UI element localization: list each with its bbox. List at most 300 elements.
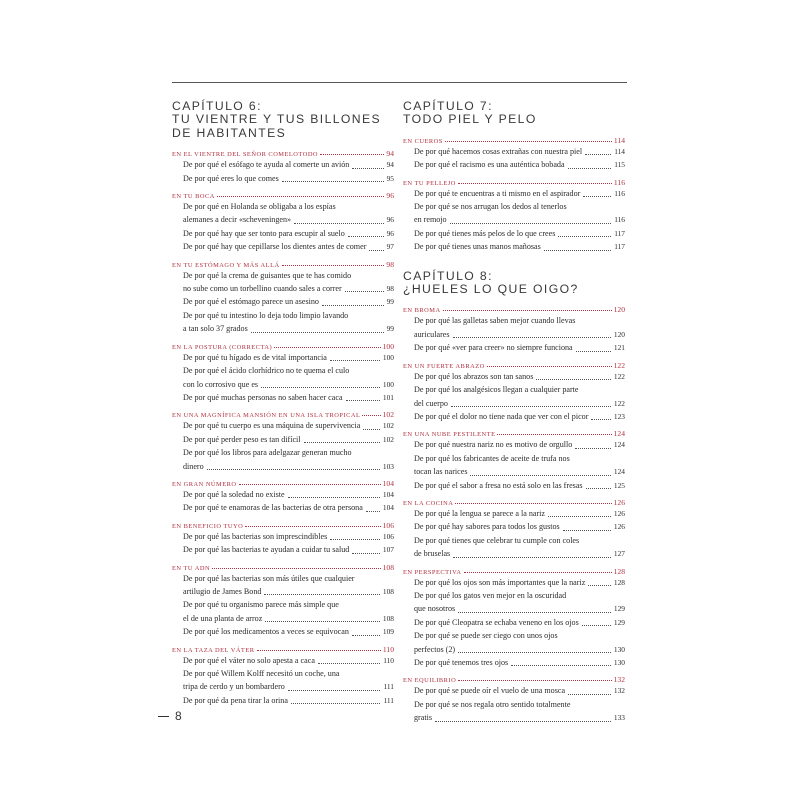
section-page-number: 126 (613, 497, 625, 507)
entry-last-line (414, 602, 625, 615)
section-page-number: 96 (386, 191, 394, 201)
entry-page-number: 99 (386, 297, 394, 307)
toc-entry (172, 501, 394, 514)
toc-entry (172, 419, 394, 432)
section-title: EN PERSPECTIVA (403, 568, 462, 576)
entry-last-line (183, 213, 394, 226)
toc-entry (403, 629, 625, 656)
entry-page-number: 108 (382, 613, 394, 623)
dot-leader (453, 337, 611, 338)
section-title: EN EQUILIBRIO (403, 677, 457, 685)
section-page-number: 114 (613, 135, 625, 145)
entry-text-line: De por qué tienes que celebrar tu cumple con coles (414, 535, 580, 545)
section-heading (172, 405, 394, 419)
entry-page-number: 96 (386, 228, 394, 238)
dot-leader (282, 181, 384, 182)
entry-last-line (183, 158, 394, 171)
section-title: EN TU PELLEJO (403, 179, 456, 187)
chapter-title-line: DE HABITANTES (172, 125, 287, 140)
entry-last-line (183, 227, 394, 240)
entry-last-line (414, 465, 625, 478)
entry-last-line (414, 507, 625, 520)
entry-text-line: De por qué Willem Kolff necesitó un coche, una (183, 669, 340, 678)
toc-entry (172, 488, 394, 501)
entry-last-line (183, 351, 394, 364)
entry-text-line: De por qué el racismo es una auténtica bobada (414, 160, 565, 170)
dot-leader (576, 351, 611, 352)
entry-last-line (414, 227, 625, 240)
toc-entry (403, 698, 625, 725)
chapter-title-line: CAPÍTULO 6: (172, 99, 262, 113)
toc-entry (403, 314, 625, 341)
dot-leader (352, 168, 383, 169)
toc-entry (403, 158, 625, 171)
toc-entry (403, 341, 625, 354)
entry-page-number: 129 (613, 604, 625, 614)
toc-entry (172, 530, 394, 543)
toc-entry (403, 479, 625, 492)
entry-page-number: 117 (614, 242, 625, 252)
section-title: EN UNA NUBE PESTILENTE (403, 431, 496, 439)
dot-leader (464, 572, 612, 573)
page-folio (158, 709, 182, 723)
entry-page-number: 126 (613, 508, 625, 518)
entry-page-number: 123 (613, 411, 625, 421)
entry-text-line: de bruselas (414, 549, 451, 559)
chapter-title-line: TU VIENTRE Y TUS BILLONES (172, 112, 382, 127)
entry-text-line: De por qué se puede oír el vuelo de una mosca (414, 686, 566, 696)
entry-last-line (183, 654, 394, 667)
section-page-number: 132 (613, 675, 625, 685)
dot-leader (582, 625, 611, 626)
entry-page-number: 126 (613, 522, 625, 532)
toc-entry (172, 295, 394, 308)
chapter-title-line: CAPÍTULO 7: (403, 99, 493, 113)
entry-last-line (414, 438, 625, 451)
dot-leader (458, 183, 612, 184)
entry-page-number: 128 (613, 577, 625, 587)
entry-text-line: De por qué tenemos tres ojos (414, 658, 509, 667)
section-title: EN UN FUERTE ABRAZO (403, 362, 485, 370)
entry-page-number: 130 (613, 644, 625, 654)
dot-leader (458, 652, 611, 653)
entry-last-line (414, 240, 625, 253)
entry-last-line (414, 158, 625, 171)
toc-entry (403, 200, 625, 227)
toc-entry (172, 227, 394, 240)
entry-text-line: De por qué el esófago te ayuda al comerte un avión (183, 160, 350, 170)
entry-page-number: 111 (383, 695, 394, 705)
entry-last-line (183, 680, 394, 693)
entry-text-line: De por qué la soledad no existe (183, 489, 285, 499)
dot-leader (583, 196, 611, 197)
section-page-number: 94 (386, 149, 394, 159)
section-page-number: 104 (382, 478, 394, 488)
entry-page-number: 122 (613, 371, 625, 381)
entry-last-line (183, 694, 394, 707)
entry-text-line: De por qué las galletas saben mejor cuando llevas (414, 316, 576, 326)
dot-leader (588, 585, 611, 586)
section-title: EN LA COCINA (403, 499, 454, 507)
toc-entry (403, 145, 625, 158)
entry-text-line: De por qué los libros para adelgazar generan mucho (183, 448, 352, 458)
page-number: 8 (175, 709, 182, 723)
entry-page-number: 127 (613, 549, 625, 559)
entry-page-number: 103 (382, 461, 394, 471)
entry-text-line: De por qué hacemos cosas extrañas con nuestra piel (414, 146, 583, 156)
toc-entry (403, 438, 625, 451)
entry-page-number: 121 (613, 343, 625, 353)
section-page-number: 106 (382, 520, 394, 530)
entry-text-line: De por qué tu intestino lo deja todo limpio lavando (183, 310, 349, 320)
entry-text-line: De por qué las bacterias son más útiles que cualquier (183, 573, 355, 583)
dot-leader (265, 621, 380, 622)
entry-page-number: 120 (613, 329, 625, 339)
dot-leader (245, 526, 380, 527)
entry-text-line: De por qué muchas personas no saben hacer caca (183, 392, 343, 402)
section-heading (172, 337, 394, 351)
entry-page-number: 129 (613, 617, 625, 627)
section-title: EN BENEFICIO TUYO (172, 522, 244, 530)
entry-last-line (414, 616, 625, 629)
dot-leader (264, 594, 379, 595)
section-page-number: 116 (613, 177, 625, 187)
section-title: EN TU BOCA (172, 193, 215, 201)
dot-leader (318, 663, 380, 664)
dot-leader (282, 265, 385, 266)
toc-entry (172, 364, 394, 391)
section-heading (403, 562, 625, 576)
dot-leader (217, 196, 385, 197)
entry-last-line (414, 684, 625, 697)
entry-text-line: De por qué la lengua se parece a la nariz (414, 508, 546, 518)
entry-page-number: 108 (382, 586, 394, 596)
entry-text-line: De por qué te enamoras de las bacterias de otra persona (183, 503, 363, 513)
section-title: EN LA POSTURA (CORRECTA) (172, 343, 273, 351)
entry-text-line: De por qué el sabor a fresa no está solo en las fresas (414, 480, 583, 490)
entry-text-line: De por qué en Holanda se obligaba a los espías (183, 202, 336, 212)
dot-leader (445, 141, 612, 142)
chapter-title (403, 270, 625, 297)
section-heading (403, 173, 625, 187)
entry-text-line: De por qué los abrazos son tan sanos (414, 371, 534, 381)
dot-leader (330, 539, 380, 540)
section-page-number: 98 (386, 259, 394, 269)
entry-page-number: 95 (386, 173, 394, 183)
dot-leader (346, 400, 380, 401)
toc-entry (172, 351, 394, 364)
entry-page-number: 114 (614, 146, 625, 156)
entry-text-line: dinero (183, 461, 204, 471)
entry-last-line (183, 419, 394, 432)
section-heading (403, 356, 625, 370)
entry-last-line (414, 213, 625, 226)
dot-leader (366, 511, 380, 512)
toc-entry (403, 507, 625, 520)
entry-text-line: De por qué las bacterias son imprescindibles (183, 531, 328, 541)
toc-entry (172, 543, 394, 556)
dot-leader (261, 387, 380, 388)
entry-page-number: 96 (386, 215, 394, 225)
entry-last-line (183, 295, 394, 308)
toc-entry (403, 616, 625, 629)
entry-page-number: 124 (613, 467, 625, 477)
toc-entry (403, 520, 625, 533)
section-page-number: 102 (382, 410, 394, 420)
toc-entry (172, 240, 394, 253)
section-heading (172, 144, 394, 158)
entry-text-line: De por qué los fabricantes de aceite de trufa nos (414, 453, 570, 463)
entry-last-line (183, 530, 394, 543)
dot-leader (212, 568, 380, 569)
entry-page-number: 109 (382, 627, 394, 637)
entry-text-line: alemanes a decir «scheveningen» (183, 215, 292, 225)
toc-entry (172, 625, 394, 638)
entry-text-line: De por qué tienes unas manos mañosas (414, 242, 541, 252)
entry-text-line: tocan las narices (414, 467, 468, 477)
entry-text-line: De por qué hay que ser tonto para escupir al suelo (183, 228, 345, 238)
toc-entry (403, 240, 625, 253)
entry-page-number: 130 (613, 658, 625, 667)
entry-last-line (183, 433, 394, 446)
dot-leader (348, 236, 384, 237)
entry-page-number: 102 (382, 421, 394, 431)
entry-last-line (414, 187, 625, 200)
dot-leader (575, 448, 611, 449)
section-heading (172, 516, 394, 530)
dot-leader (453, 557, 611, 558)
chapter-title-line: CAPÍTULO 8: (403, 268, 493, 283)
entry-last-line (414, 576, 625, 589)
chapter-title (172, 100, 394, 140)
dot-leader (345, 291, 384, 292)
section-heading (172, 558, 394, 572)
entry-text-line: De por qué «ver para creer» no siempre funciona (414, 343, 573, 353)
dot-leader (455, 503, 611, 504)
toc-entry (172, 598, 394, 625)
toc-entry (172, 667, 394, 694)
toc-entry (403, 656, 625, 669)
entry-last-line (414, 370, 625, 383)
section-heading (172, 255, 394, 269)
entry-text-line: De por qué los gatos ven mejor en la oscuridad (414, 590, 567, 600)
toc-column-right (403, 100, 625, 725)
entry-text-line: De por qué el estómago parece un asesino (183, 297, 319, 307)
entry-text-line: De por qué los ojos son más importantes que la nariz (414, 577, 586, 587)
section-heading (403, 493, 625, 507)
dot-leader (591, 419, 611, 420)
entry-text-line: De por qué hay que cepillarse los dientes antes de comer (183, 242, 367, 252)
entry-last-line (414, 479, 625, 492)
entry-page-number: 116 (614, 215, 625, 225)
dot-leader (458, 612, 611, 613)
toc-entry (403, 187, 625, 200)
entry-page-number: 110 (383, 655, 394, 665)
section-page-number: 108 (382, 562, 394, 572)
dot-leader (369, 250, 383, 251)
entry-last-line (414, 656, 625, 669)
toc-entry (403, 452, 625, 479)
toc-entry (172, 572, 394, 599)
section-title: EN GRAN NÚMERO (172, 480, 237, 488)
dot-leader (251, 332, 384, 333)
toc-entry (172, 269, 394, 296)
entry-text-line: perfectos (2) (414, 644, 456, 654)
dot-leader (362, 415, 380, 416)
chapter-title-line: TODO PIEL Y PELO (403, 112, 537, 127)
toc-entry (172, 309, 394, 336)
entry-text-line: De por qué Cleopatra se echaba veneno en los ojos (414, 617, 579, 627)
entry-text-line: De por qué perder peso es tan difícil (183, 434, 301, 444)
toc-entry (172, 694, 394, 707)
toc-entry (172, 172, 394, 185)
section-page-number: 122 (613, 360, 625, 370)
toc-entry (403, 576, 625, 589)
toc-entry (403, 410, 625, 423)
dot-leader (458, 680, 611, 681)
entry-page-number: 133 (613, 713, 625, 723)
chapter-6 (172, 100, 394, 707)
entry-last-line (414, 410, 625, 423)
entry-text-line: De por qué se puede ser ciego con unos ojos (414, 631, 558, 641)
entry-page-number: 115 (614, 160, 625, 170)
dot-leader (257, 650, 381, 651)
entry-last-line (183, 612, 394, 625)
toc-entry (172, 158, 394, 171)
top-rule (172, 82, 627, 83)
toc-entry (403, 227, 625, 240)
dot-leader (291, 703, 381, 704)
entry-last-line (183, 585, 394, 598)
entry-text-line: que nosotros (414, 604, 456, 614)
dot-leader (304, 442, 380, 443)
section-title: EN TU ADN (172, 564, 211, 572)
entry-text-line: De por qué el váter no solo apesta a caca (183, 655, 315, 665)
dot-leader (585, 154, 611, 155)
dot-leader (435, 721, 611, 722)
entry-page-number: 100 (382, 379, 394, 389)
entry-page-number: 124 (613, 440, 625, 450)
entry-text-line: el de una planta de arroz (183, 613, 263, 623)
section-title: EN EL VIENTRE DEL SEÑOR COMELOTODO (172, 151, 319, 159)
dot-leader (497, 434, 611, 435)
section-heading (172, 640, 394, 654)
chapter-8 (403, 270, 625, 725)
entry-text-line: De por qué hay sabores para todos los gustos (414, 522, 560, 532)
entry-page-number: 94 (386, 160, 394, 170)
entry-last-line (414, 547, 625, 560)
dot-leader (450, 223, 612, 224)
entry-page-number: 101 (382, 392, 394, 402)
entry-text-line: a tan solo 37 grados (183, 324, 248, 334)
entry-last-line (183, 322, 394, 335)
dot-leader (536, 379, 611, 380)
dot-leader (586, 488, 611, 489)
dot-leader (207, 469, 380, 470)
toc-entry (172, 433, 394, 446)
dot-leader (511, 665, 611, 666)
section-title: EN TU ESTÓMAGO Y MÁS ALLÁ (172, 261, 280, 269)
entry-last-line (414, 711, 625, 724)
section-page-number: 124 (613, 429, 625, 439)
entry-text-line: De por qué la crema de guisantes que te has comido (183, 270, 352, 280)
dot-leader (288, 497, 380, 498)
entry-text-line: De por qué te encuentras a ti mismo en el aspirador (414, 188, 581, 198)
dot-leader (322, 305, 384, 306)
section-heading (403, 300, 625, 314)
dot-leader (548, 516, 611, 517)
toc-entry (403, 589, 625, 616)
dot-leader (568, 694, 611, 695)
entry-last-line (414, 397, 625, 410)
entry-page-number: 132 (613, 686, 625, 696)
entry-last-line (183, 460, 394, 473)
entry-last-line (414, 328, 625, 341)
chapter-title (403, 100, 625, 127)
entry-last-line (414, 341, 625, 354)
entry-text-line: con lo corrosivo que es (183, 379, 259, 389)
entry-text-line: De por qué los analgésicos llegan a cualquier parte (414, 385, 579, 395)
dot-leader (239, 484, 381, 485)
entry-text-line: De por qué tu organismo parece más simple que (183, 600, 339, 610)
entry-last-line (183, 391, 394, 404)
dot-leader (443, 310, 612, 311)
entry-page-number: 99 (386, 324, 394, 334)
entry-text-line: De por qué el dolor no tiene nada que ver con el picor (414, 411, 589, 421)
toc-entry (172, 200, 394, 227)
entry-text-line: De por qué se nos arrugan los dedos al tenerlos (414, 202, 567, 212)
dot-leader (352, 553, 380, 554)
entry-text-line: De por qué tu cuerpo es una máquina de supervivencia (183, 421, 361, 431)
entry-text-line: De por qué se nos regala otro sentido totalmente (414, 699, 571, 709)
entry-text-line: De por qué las bacterias te ayudan a cuidar tu salud (183, 545, 350, 555)
section-heading (403, 670, 625, 684)
section-heading (172, 474, 394, 488)
dot-leader (568, 168, 612, 169)
toc-entry (403, 684, 625, 697)
dot-leader (487, 366, 612, 367)
dot-leader (294, 223, 384, 224)
entry-last-line (183, 625, 394, 638)
dot-leader (363, 429, 380, 430)
entry-text-line: De por qué tu hígado es de vital importancia (183, 352, 327, 362)
entry-page-number: 106 (382, 531, 394, 541)
entry-page-number: 104 (382, 489, 394, 499)
entry-page-number: 98 (386, 284, 394, 294)
entry-last-line (414, 145, 625, 158)
entry-last-line (183, 488, 394, 501)
entry-text-line: gratis (414, 713, 432, 723)
entry-page-number: 116 (614, 188, 625, 198)
chapter-7 (403, 100, 625, 254)
section-heading (403, 424, 625, 438)
entry-text-line: artilugio de James Bond (183, 586, 262, 596)
entry-text-line: en remojo (414, 215, 447, 225)
entry-text-line: De por qué eres lo que comes (183, 173, 279, 183)
toc-entry (403, 534, 625, 561)
entry-text-line: De por qué tienes más pelos de lo que crees (414, 228, 556, 238)
section-page-number: 110 (382, 644, 394, 654)
section-page-number: 128 (613, 566, 625, 576)
dot-leader (470, 475, 610, 476)
entry-last-line (414, 520, 625, 533)
entry-text-line: del cuerpo (414, 398, 448, 408)
entry-page-number: 100 (382, 352, 394, 362)
entry-page-number: 117 (614, 228, 625, 238)
entry-last-line (183, 378, 394, 391)
section-title: EN UNA MAGNÍFICA MANSIÓN EN UNA ISLA TROPICAL (172, 412, 361, 420)
dot-leader (274, 347, 381, 348)
